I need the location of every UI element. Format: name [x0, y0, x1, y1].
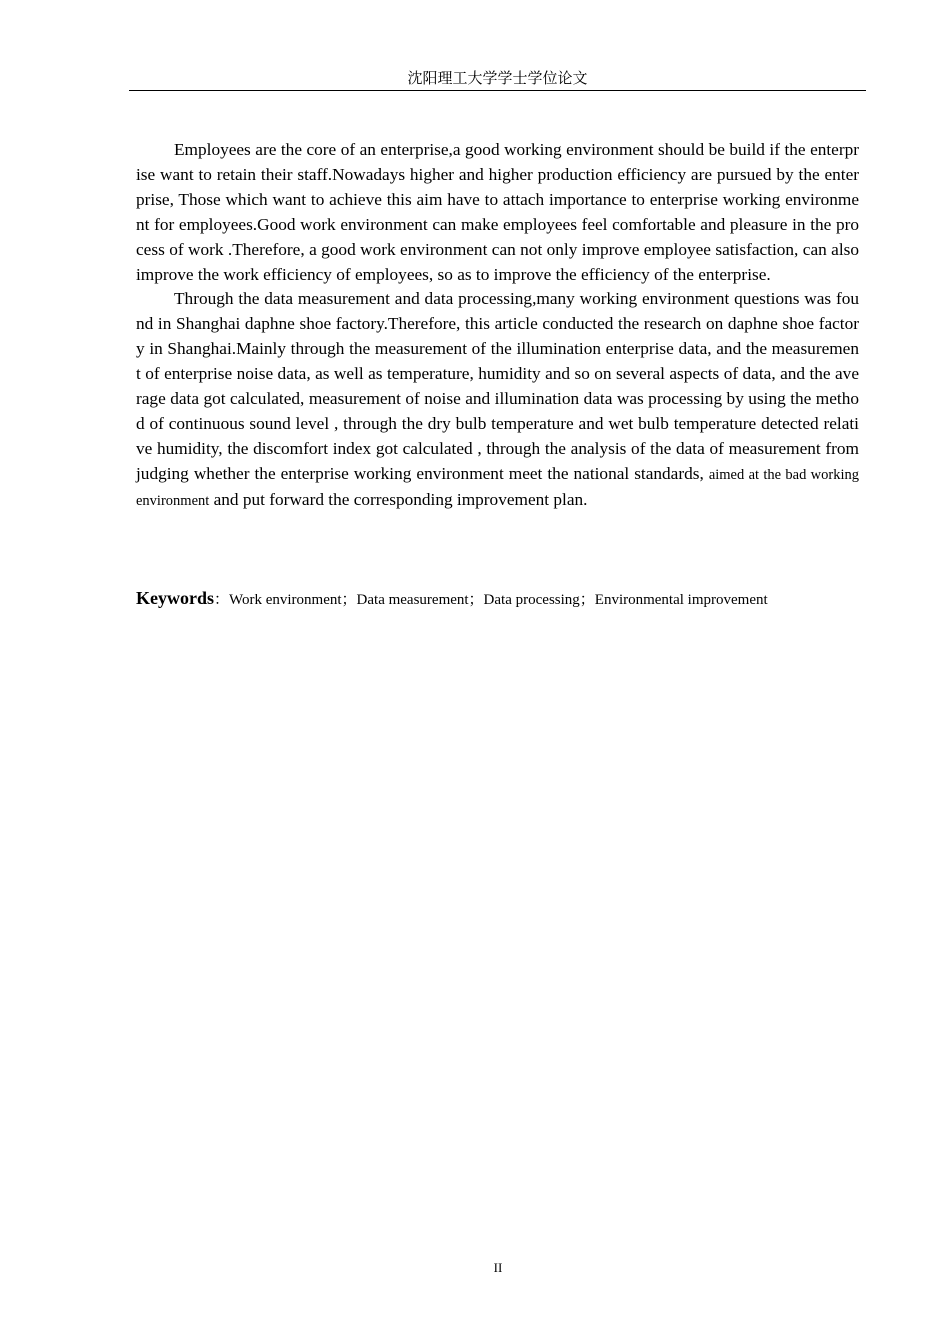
abstract-paragraph-2	[136, 287, 859, 513]
header-rule	[129, 90, 866, 91]
paragraph-2-text: Through the data measurement and data processing,many working environment questions was found in Shanghai daphne shoe factory.Therefore, this article conducted the research on daphne shoe factory in Shanghai.Mainly through the measurement of the illumination enterprise data, and the measurement of enterprise noise data, as well as temperature, humidity and so on several aspects of data, and the average data got calculated, measurement of noise and illumination data was processing by using the method of continuous sound level , through the dry bulb temperature and wet bulb temperature detected relative humidity, the discomfort index got calculated , through the analysis of the data of measurement from judging whether the enterprise working environment meet the national standards,	[136, 289, 859, 483]
keywords-list: Work environment；Data measurement；Data processing；Environmental improvement	[229, 592, 768, 608]
keywords-separator: ：	[214, 592, 230, 608]
abstract-paragraph-1: Employees are the core of an enterprise,a good working environment should be build if the enterprise want to retain their staff.Nowadays higher and higher production efficiency are pursued by the enterprise, Those which want to achieve this aim have to attach importance to enterprise working environment for employees.Good work environment can make employees feel comfortable and pleasure in the process of work .Therefore, a good work environment can not only improve employee satisfaction, can also improve the work efficiency of employees, so as to improve the efficiency of the enterprise.	[136, 140, 859, 284]
page-number: II	[493, 1260, 503, 1275]
paragraph-2-ending: and put forward the corresponding improvement plan.	[209, 489, 588, 509]
running-header: 沈阳理工大学学士学位论文	[407, 69, 588, 87]
keywords-line	[136, 585, 876, 613]
paragraph-2-small-text: aimed at the bad working environment	[136, 466, 859, 509]
keywords-label: Keywords	[136, 588, 214, 608]
abstract-body	[136, 138, 859, 514]
